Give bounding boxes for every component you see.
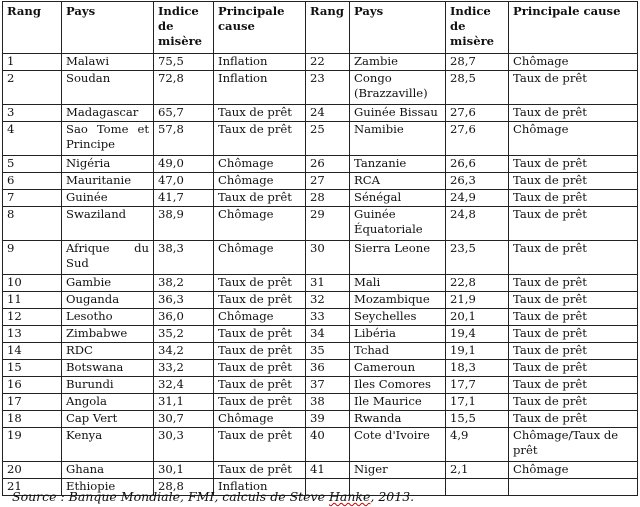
right-country-cell: Congo (Brazzaville)	[350, 71, 446, 105]
right-index-cell: 28,7	[446, 54, 509, 71]
right-cause-cell: Taux de prêt	[509, 190, 638, 207]
source-prefix: Source : Banque Mondiale, FMI, calculs de Steve	[12, 489, 329, 504]
right-cause-cell: Taux de prêt	[509, 207, 638, 241]
right-country-cell: Sénégal	[350, 190, 446, 207]
left-country-cell: Botswana	[62, 360, 154, 377]
header-rank-right: Rang	[306, 2, 350, 54]
table-row	[3, 377, 638, 394]
right-rank-cell: 40	[306, 428, 350, 462]
left-country-cell: Ethiopie	[62, 479, 154, 496]
right-index-cell: 17,1	[446, 394, 509, 411]
left-rank-cell: 12	[3, 309, 62, 326]
left-cause-cell: Taux de prêt	[214, 292, 306, 309]
right-country-cell: Tchad	[350, 343, 446, 360]
right-index-cell: 22,8	[446, 275, 509, 292]
right-cause-cell: Taux de prêt	[509, 343, 638, 360]
right-rank-cell: 23	[306, 71, 350, 105]
right-rank-cell: 33	[306, 309, 350, 326]
left-index-cell: 36,3	[154, 292, 214, 309]
right-index-cell: 28,5	[446, 71, 509, 105]
right-cause-cell: Chômage	[509, 462, 638, 479]
left-index-cell: 32,4	[154, 377, 214, 394]
left-country-cell: Ghana	[62, 462, 154, 479]
left-rank-cell: 1	[3, 54, 62, 71]
right-index-cell: 4,9	[446, 428, 509, 462]
left-country-cell: Ouganda	[62, 292, 154, 309]
right-country-cell: Cameroun	[350, 360, 446, 377]
right-rank-cell: 41	[306, 462, 350, 479]
right-cause-cell: Taux de prêt	[509, 394, 638, 411]
right-rank-cell: 24	[306, 105, 350, 122]
right-cause-cell: Taux de prêt	[509, 326, 638, 343]
table-row	[3, 122, 638, 156]
right-index-cell: 21,9	[446, 292, 509, 309]
left-rank-cell: 11	[3, 292, 62, 309]
source-author: Hanke	[329, 489, 371, 504]
right-rank-cell: 37	[306, 377, 350, 394]
left-cause-cell: Taux de prêt	[214, 462, 306, 479]
right-country-cell: Guinée Équatoriale	[350, 207, 446, 241]
left-cause-cell: Chômage	[214, 207, 306, 241]
right-cause-cell: Taux de prêt	[509, 309, 638, 326]
right-index-cell: 20,1	[446, 309, 509, 326]
right-index-cell: 24,8	[446, 207, 509, 241]
left-cause-cell: Chômage	[214, 309, 306, 326]
left-country-cell: Malawi	[62, 54, 154, 71]
right-country-cell: Ile Maurice	[350, 394, 446, 411]
left-country-cell: Madagascar	[62, 105, 154, 122]
left-rank-cell: 9	[3, 241, 62, 275]
right-country-cell: Rwanda	[350, 411, 446, 428]
left-country-cell: Afrique du Sud	[62, 241, 154, 275]
left-index-cell: 34,2	[154, 343, 214, 360]
right-cause-cell: Taux de prêt	[509, 71, 638, 105]
right-rank-cell: 27	[306, 173, 350, 190]
left-rank-cell: 21	[3, 479, 62, 496]
right-index-cell: 26,3	[446, 173, 509, 190]
left-country-cell: Soudan	[62, 71, 154, 105]
left-index-cell: 75,5	[154, 54, 214, 71]
right-rank-cell: 22	[306, 54, 350, 71]
left-cause-cell: Chômage	[214, 156, 306, 173]
header-rank-left: Rang	[3, 2, 62, 54]
right-index-cell: 15,5	[446, 411, 509, 428]
right-country-cell: Cote d'Ivoire	[350, 428, 446, 462]
right-rank-cell: 31	[306, 275, 350, 292]
left-rank-cell: 7	[3, 190, 62, 207]
misery-index-table	[2, 1, 638, 496]
left-index-cell: 41,7	[154, 190, 214, 207]
left-country-cell: Gambie	[62, 275, 154, 292]
right-cause-cell	[509, 479, 638, 496]
right-cause-cell: Chômage	[509, 54, 638, 71]
left-index-cell: 57,8	[154, 122, 214, 156]
left-country-cell: Cap Vert	[62, 411, 154, 428]
left-cause-cell: Taux de prêt	[214, 105, 306, 122]
right-cause-cell: Taux de prêt	[509, 105, 638, 122]
right-index-cell: 26,6	[446, 156, 509, 173]
header-row	[3, 2, 638, 54]
left-rank-cell: 16	[3, 377, 62, 394]
right-country-cell: Seychelles	[350, 309, 446, 326]
header-index-left: Indice de misère	[154, 2, 214, 54]
source-suffix: , 2013.	[370, 489, 415, 504]
header-cause-right: Principale cause	[509, 2, 638, 54]
right-index-cell: 27,6	[446, 105, 509, 122]
left-country-cell: Angola	[62, 394, 154, 411]
left-rank-cell: 17	[3, 394, 62, 411]
left-index-cell: 38,3	[154, 241, 214, 275]
right-rank-cell: 29	[306, 207, 350, 241]
left-index-cell: 36,0	[154, 309, 214, 326]
left-index-cell: 72,8	[154, 71, 214, 105]
left-cause-cell: Taux de prêt	[214, 326, 306, 343]
right-cause-cell: Taux de prêt	[509, 156, 638, 173]
left-index-cell: 38,9	[154, 207, 214, 241]
right-country-cell: Tanzanie	[350, 156, 446, 173]
left-rank-cell: 20	[3, 462, 62, 479]
table-body	[3, 54, 638, 496]
left-rank-cell: 13	[3, 326, 62, 343]
left-cause-cell: Chômage	[214, 411, 306, 428]
right-cause-cell: Taux de prêt	[509, 275, 638, 292]
table-row	[3, 428, 638, 462]
header-index-right: Indice de misère	[446, 2, 509, 54]
right-cause-cell: Taux de prêt	[509, 241, 638, 275]
right-index-cell: 18,3	[446, 360, 509, 377]
left-index-cell: 49,0	[154, 156, 214, 173]
table-row	[3, 309, 638, 326]
table-row	[3, 241, 638, 275]
left-cause-cell: Taux de prêt	[214, 190, 306, 207]
right-country-cell: Mozambique	[350, 292, 446, 309]
left-index-cell: 30,7	[154, 411, 214, 428]
right-cause-cell: Taux de prêt	[509, 411, 638, 428]
left-cause-cell: Chômage	[214, 241, 306, 275]
left-country-cell: RDC	[62, 343, 154, 360]
left-index-cell: 38,2	[154, 275, 214, 292]
left-country-cell: Zimbabwe	[62, 326, 154, 343]
right-cause-cell: Chômage/Taux de prêt	[509, 428, 638, 462]
right-country-cell: Zambie	[350, 54, 446, 71]
right-index-cell: 19,1	[446, 343, 509, 360]
right-index-cell	[446, 479, 509, 496]
left-rank-cell: 10	[3, 275, 62, 292]
right-country-cell: Mali	[350, 275, 446, 292]
left-cause-cell: Inflation	[214, 54, 306, 71]
table-row	[3, 411, 638, 428]
right-index-cell: 23,5	[446, 241, 509, 275]
right-rank-cell: 28	[306, 190, 350, 207]
right-country-cell: Niger	[350, 462, 446, 479]
right-cause-cell: Taux de prêt	[509, 360, 638, 377]
left-rank-cell: 18	[3, 411, 62, 428]
left-country-cell: Lesotho	[62, 309, 154, 326]
table-row	[3, 462, 638, 479]
left-cause-cell: Inflation	[214, 71, 306, 105]
header-country-right: Pays	[350, 2, 446, 54]
right-country-cell: RCA	[350, 173, 446, 190]
left-index-cell: 30,1	[154, 462, 214, 479]
left-cause-cell: Taux de prêt	[214, 377, 306, 394]
right-rank-cell: 39	[306, 411, 350, 428]
table-row	[3, 343, 638, 360]
right-index-cell: 2,1	[446, 462, 509, 479]
left-cause-cell: Taux de prêt	[214, 394, 306, 411]
left-index-cell: 65,7	[154, 105, 214, 122]
header-cause-left: Principale cause	[214, 2, 306, 54]
left-rank-cell: 3	[3, 105, 62, 122]
right-rank-cell: 34	[306, 326, 350, 343]
right-index-cell: 17,7	[446, 377, 509, 394]
left-index-cell: 28,8	[154, 479, 214, 496]
left-rank-cell: 2	[3, 71, 62, 105]
left-cause-cell: Taux de prêt	[214, 428, 306, 462]
left-rank-cell: 19	[3, 428, 62, 462]
table-row	[3, 71, 638, 105]
left-rank-cell: 6	[3, 173, 62, 190]
left-country-cell: Mauritanie	[62, 173, 154, 190]
table-row	[3, 190, 638, 207]
left-index-cell: 31,1	[154, 394, 214, 411]
left-rank-cell: 15	[3, 360, 62, 377]
left-country-cell: Kenya	[62, 428, 154, 462]
left-country-cell: Guinée	[62, 190, 154, 207]
right-index-cell: 19,4	[446, 326, 509, 343]
table-row	[3, 326, 638, 343]
left-cause-cell: Inflation	[214, 479, 306, 496]
right-country-cell: Guinée Bissau	[350, 105, 446, 122]
table-row	[3, 394, 638, 411]
right-rank-cell: 25	[306, 122, 350, 156]
left-cause-cell: Taux de prêt	[214, 122, 306, 156]
right-country-cell: Namibie	[350, 122, 446, 156]
table-row	[3, 54, 638, 71]
right-rank-cell: 36	[306, 360, 350, 377]
right-cause-cell: Taux de prêt	[509, 292, 638, 309]
table-row	[3, 292, 638, 309]
table-row	[3, 156, 638, 173]
left-country-cell: Sao Tome et Principe	[62, 122, 154, 156]
right-rank-cell: 35	[306, 343, 350, 360]
left-index-cell: 47,0	[154, 173, 214, 190]
table-row	[3, 173, 638, 190]
left-index-cell: 30,3	[154, 428, 214, 462]
left-cause-cell: Taux de prêt	[214, 343, 306, 360]
right-country-cell: Libéria	[350, 326, 446, 343]
left-rank-cell: 4	[3, 122, 62, 156]
left-cause-cell: Taux de prêt	[214, 360, 306, 377]
right-cause-cell: Taux de prêt	[509, 173, 638, 190]
table-row	[3, 360, 638, 377]
header-country-left: Pays	[62, 2, 154, 54]
right-rank-cell: 26	[306, 156, 350, 173]
left-rank-cell: 14	[3, 343, 62, 360]
left-cause-cell: Taux de prêt	[214, 275, 306, 292]
right-rank-cell: 38	[306, 394, 350, 411]
left-country-cell: Burundi	[62, 377, 154, 394]
right-country-cell: Sierra Leone	[350, 241, 446, 275]
right-country-cell: Iles Comores	[350, 377, 446, 394]
right-cause-cell: Chômage	[509, 122, 638, 156]
left-cause-cell: Chômage	[214, 173, 306, 190]
right-index-cell: 24,9	[446, 190, 509, 207]
left-rank-cell: 5	[3, 156, 62, 173]
table-row	[3, 275, 638, 292]
right-cause-cell: Taux de prêt	[509, 377, 638, 394]
left-country-cell: Swaziland	[62, 207, 154, 241]
left-index-cell: 33,2	[154, 360, 214, 377]
table-row	[3, 207, 638, 241]
right-rank-cell: 30	[306, 241, 350, 275]
right-rank-cell: 32	[306, 292, 350, 309]
right-index-cell: 27,6	[446, 122, 509, 156]
left-country-cell: Nigéria	[62, 156, 154, 173]
source-note	[12, 489, 414, 505]
table-row	[3, 105, 638, 122]
left-index-cell: 35,2	[154, 326, 214, 343]
left-rank-cell: 8	[3, 207, 62, 241]
